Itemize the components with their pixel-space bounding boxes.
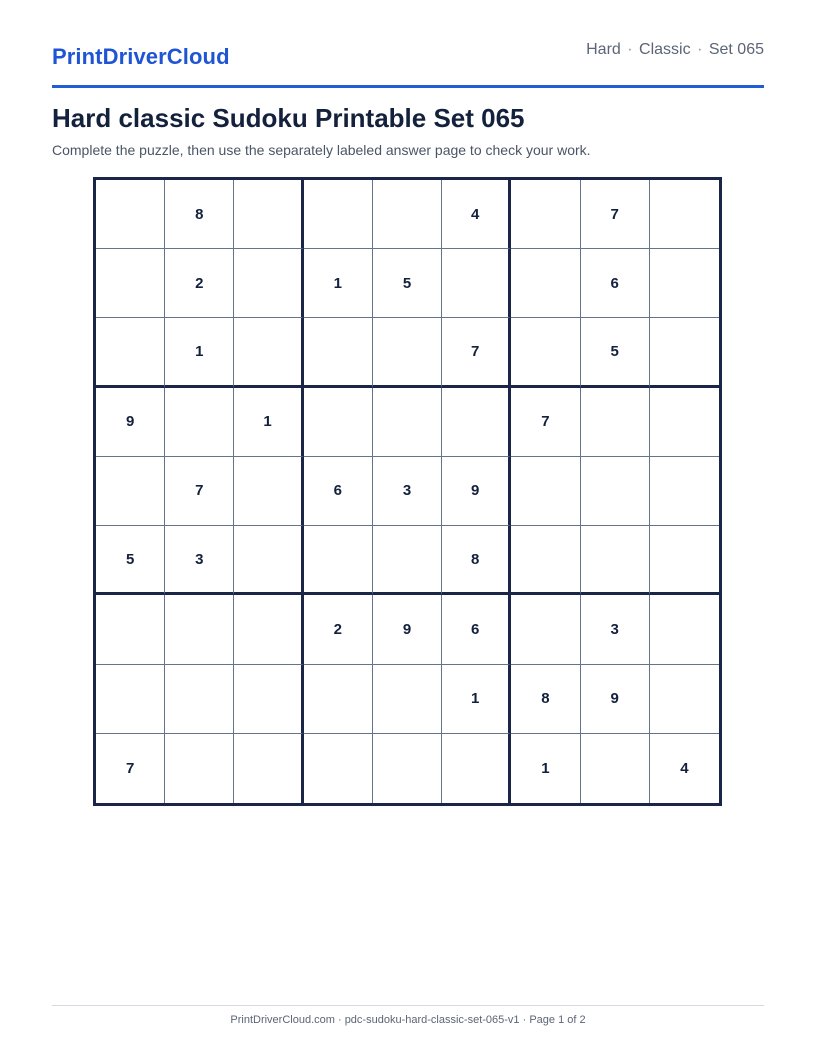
sudoku-cell (650, 388, 719, 457)
sudoku-cell (234, 595, 303, 664)
sudoku-cell (96, 180, 165, 249)
sudoku-cell: 7 (165, 457, 234, 526)
sudoku-cell: 1 (442, 665, 511, 734)
sudoku-cell (304, 318, 373, 387)
meta-set: Set 065 (708, 41, 764, 58)
sudoku-cell (96, 249, 165, 318)
sudoku-cell (373, 734, 442, 803)
sudoku-cell: 4 (442, 180, 511, 249)
sudoku-cell (581, 388, 650, 457)
sudoku-cell (304, 388, 373, 457)
sudoku-cell (165, 388, 234, 457)
sudoku-cell (442, 249, 511, 318)
sudoku-cell (373, 318, 442, 387)
sudoku-cell: 7 (581, 180, 650, 249)
page-subtitle: Complete the puzzle, then use the separately labeled answer page to check your work. (52, 142, 591, 158)
page-title: Hard classic Sudoku Printable Set 065 (52, 103, 525, 133)
sudoku-cell: 2 (165, 249, 234, 318)
sudoku-cell (373, 665, 442, 734)
sudoku-cell (234, 180, 303, 249)
sudoku-cell (234, 318, 303, 387)
sudoku-cell: 8 (442, 526, 511, 595)
sudoku-cell (650, 318, 719, 387)
footer-divider (52, 1005, 764, 1006)
meta-separator: · (697, 41, 703, 58)
sudoku-cell: 8 (511, 665, 580, 734)
sudoku-cell (96, 457, 165, 526)
sudoku-cell (650, 595, 719, 664)
sudoku-cell: 7 (96, 734, 165, 803)
sudoku-cell: 8 (165, 180, 234, 249)
sudoku-cell (373, 180, 442, 249)
meta-difficulty: Hard (586, 41, 621, 58)
sudoku-cell (304, 734, 373, 803)
sudoku-grid (93, 177, 722, 806)
sudoku-cell (234, 249, 303, 318)
sudoku-cell: 2 (304, 595, 373, 664)
sudoku-cell (511, 318, 580, 387)
sudoku-cell: 3 (581, 595, 650, 664)
sudoku-cell (165, 665, 234, 734)
sudoku-cell: 3 (165, 526, 234, 595)
sudoku-cell (581, 457, 650, 526)
sudoku-cell (373, 526, 442, 595)
sudoku-cell (581, 526, 650, 595)
meta-separator: · (627, 41, 633, 58)
sudoku-cell (650, 249, 719, 318)
sudoku-cell (511, 180, 580, 249)
sudoku-cell: 1 (165, 318, 234, 387)
sudoku-cell: 3 (373, 457, 442, 526)
sudoku-cell (234, 734, 303, 803)
sudoku-cell (96, 318, 165, 387)
sudoku-cell (511, 595, 580, 664)
sudoku-cell: 9 (96, 388, 165, 457)
sudoku-cell (234, 665, 303, 734)
meta-variant: Classic (639, 41, 691, 58)
sudoku-cell: 9 (581, 665, 650, 734)
sudoku-cell (165, 734, 234, 803)
sudoku-cell: 1 (304, 249, 373, 318)
page-footer: PrintDriverCloud.com · pdc-sudoku-hard-classic-set-065-v1 · Page 1 of 2 (230, 1014, 586, 1026)
sudoku-cell: 6 (581, 249, 650, 318)
sudoku-cell: 5 (373, 249, 442, 318)
sudoku-cell (304, 180, 373, 249)
sudoku-cell: 6 (442, 595, 511, 664)
sudoku-cell (511, 249, 580, 318)
sudoku-cell (511, 526, 580, 595)
sudoku-cell (650, 526, 719, 595)
sudoku-cell: 9 (442, 457, 511, 526)
sudoku-cell (581, 734, 650, 803)
sudoku-cell: 1 (234, 388, 303, 457)
sudoku-cell: 7 (511, 388, 580, 457)
sudoku-cell (511, 457, 580, 526)
sudoku-cell: 7 (442, 318, 511, 387)
sudoku-cell (96, 665, 165, 734)
sudoku-cell (304, 526, 373, 595)
sudoku-cell: 1 (511, 734, 580, 803)
sudoku-cell (234, 457, 303, 526)
sudoku-cell (650, 180, 719, 249)
sudoku-cell (373, 388, 442, 457)
sudoku-cell (234, 526, 303, 595)
sudoku-cell (650, 665, 719, 734)
sudoku-cell (442, 734, 511, 803)
page-header (52, 36, 764, 88)
sudoku-cell (304, 665, 373, 734)
sudoku-cell: 4 (680, 759, 689, 777)
sudoku-cell (442, 388, 511, 457)
puzzle-meta (586, 41, 764, 59)
sudoku-cell (650, 457, 719, 526)
brand-logo: PrintDriverCloud (52, 44, 230, 69)
sudoku-cell: 5 (96, 526, 165, 595)
sudoku-cell: 9 (373, 595, 442, 664)
sudoku-cell (96, 595, 165, 664)
sudoku-cell: 5 (581, 318, 650, 387)
sudoku-cell (165, 595, 234, 664)
sudoku-cell: 6 (304, 457, 373, 526)
